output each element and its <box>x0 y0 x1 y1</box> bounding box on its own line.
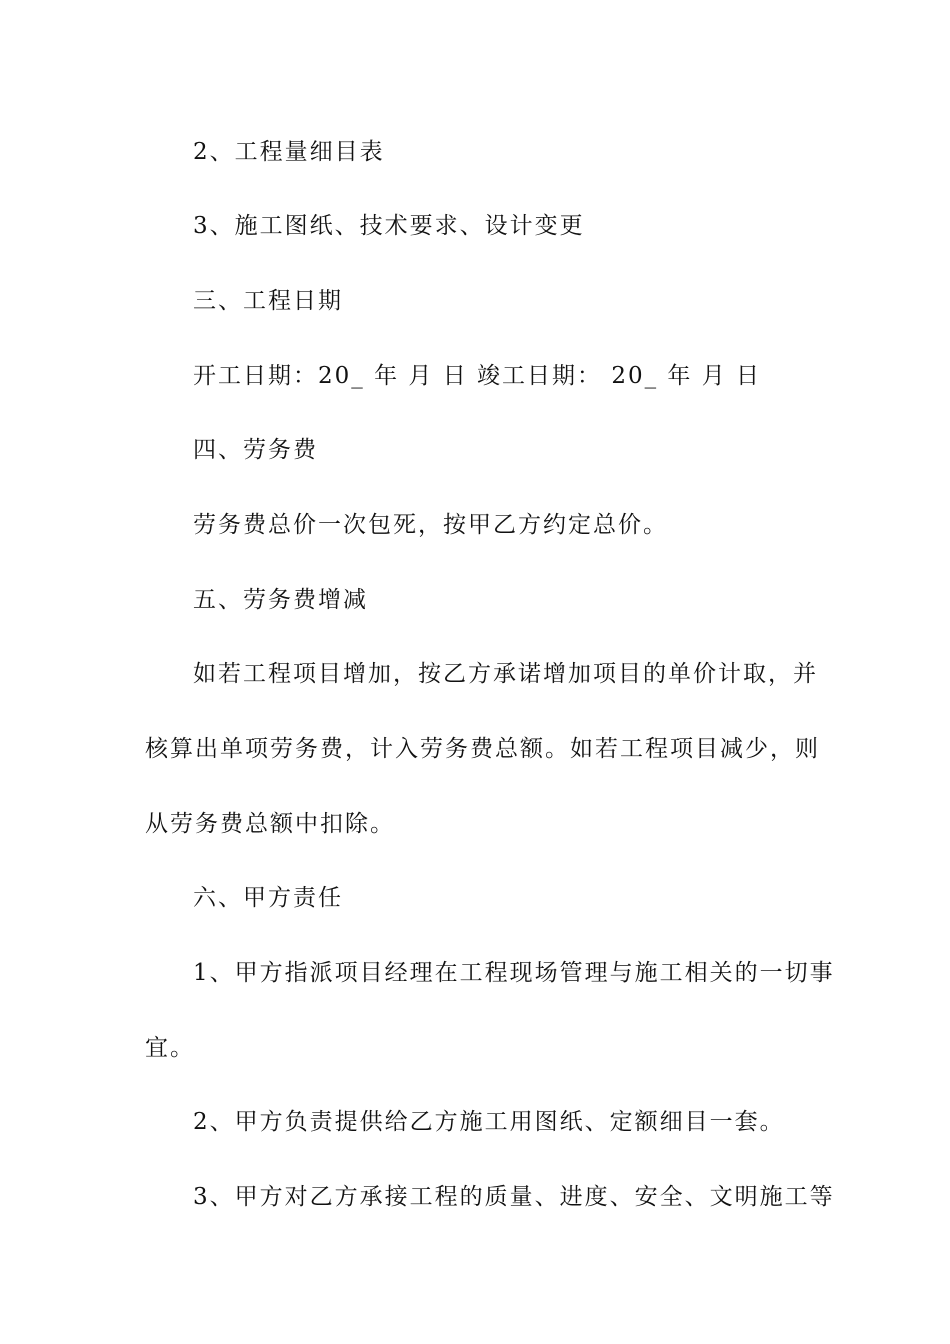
fee-adjustment-paragraph-line-3: 从劳务费总额中扣除。 <box>145 811 395 837</box>
list-item-bill-of-quantities: 2、工程量细目表 <box>193 139 385 165</box>
section-heading-dates: 三、工程日期 <box>193 288 343 314</box>
duty-item-1-line-2: 宜。 <box>145 1035 195 1061</box>
duty-item-3: 3、甲方对乙方承接工程的质量、进度、安全、文明施工等 <box>193 1184 835 1210</box>
fee-adjustment-paragraph-line-2: 核算出单项劳务费，计入劳务费总额。如若工程项目减少，则 <box>145 736 820 762</box>
duty-item-1-line-1: 1、甲方指派项目经理在工程现场管理与施工相关的一切事 <box>193 960 835 986</box>
section-heading-fee-adjustment: 五、劳务费增减 <box>193 587 368 613</box>
list-item-drawings: 3、施工图纸、技术要求、设计变更 <box>193 213 585 239</box>
labor-fee-paragraph: 劳务费总价一次包死，按甲乙方约定总价。 <box>193 512 668 538</box>
fee-adjustment-paragraph-line-1: 如若工程项目增加，按乙方承诺增加项目的单价计取，并 <box>193 661 818 687</box>
dates-line: 开工日期：20_ 年 月 日 竣工日期： 20_ 年 月 日 <box>193 363 762 389</box>
section-heading-labor-fee: 四、劳务费 <box>193 437 318 463</box>
duty-item-2: 2、甲方负责提供给乙方施工用图纸、定额细目一套。 <box>193 1109 785 1135</box>
section-heading-party-a-duties: 六、甲方责任 <box>193 885 343 911</box>
